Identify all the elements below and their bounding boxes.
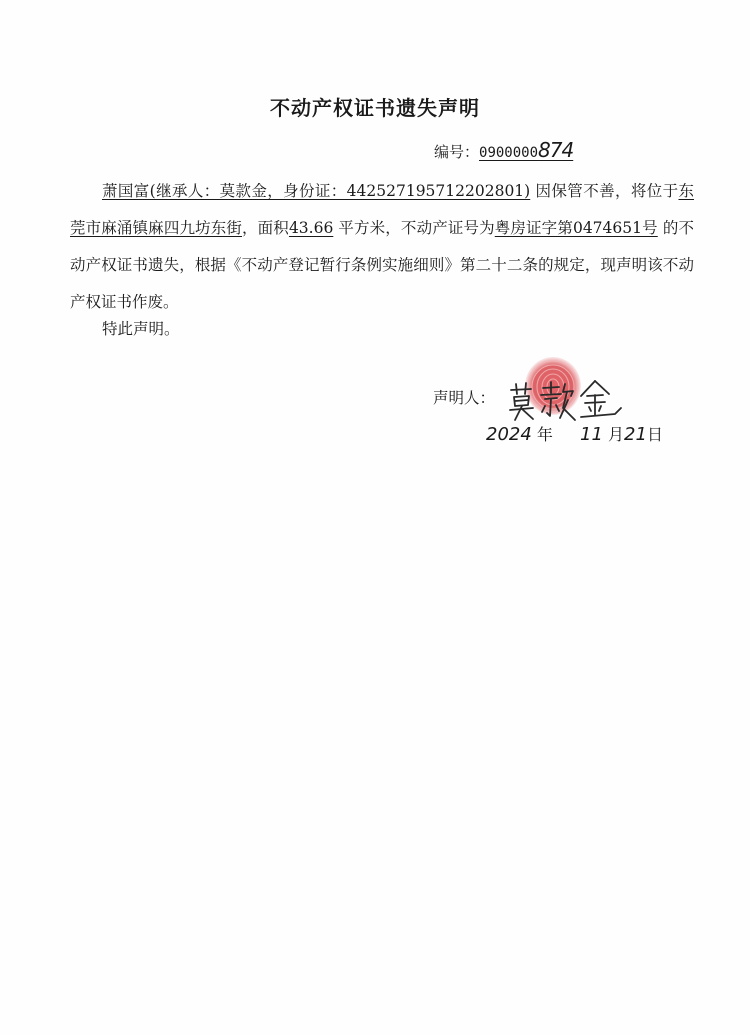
signing-date (486, 422, 663, 445)
number-label: 编号： (434, 143, 480, 161)
para-text-3: 平方米，不动产证号为 (333, 219, 495, 237)
date-day: 21 (624, 424, 647, 445)
declaration-paragraph (70, 173, 694, 321)
property-location: 东莞市麻涌镇麻四九坊东街 (70, 182, 694, 237)
day-label: 日 (646, 425, 663, 444)
certificate-number: 粤房证字第0474651号 (494, 219, 658, 237)
closing-statement: 特此声明。 (102, 320, 180, 338)
owner-name: 萧国富(继承人：莫款金，身份证：442527195712202801) (102, 182, 531, 200)
number-handwritten: 874 (538, 138, 574, 162)
year-label: 年 (536, 425, 553, 444)
date-month: 11 (580, 424, 603, 445)
para-text-4: 的不动产权证书遗失，根据《不动产登记暂行条例实施细则》第二十二条的规定，现声明该不动产权证书作废。 (70, 219, 694, 311)
number-printed: 0900000 (479, 145, 539, 161)
date-year: 2024 (486, 424, 532, 445)
handwritten-signature (505, 378, 625, 426)
declarant-label: 声明人： (433, 389, 496, 407)
page-title: 不动产权证书遗失声明 (270, 96, 480, 120)
para-text-1: 因保管不善，将位于 (530, 182, 679, 200)
number-value (479, 138, 574, 162)
property-area: 43.66 (288, 219, 334, 237)
month-label: 月 (608, 425, 625, 444)
document-number (434, 138, 573, 162)
para-text-2: ，面积 (242, 219, 289, 237)
